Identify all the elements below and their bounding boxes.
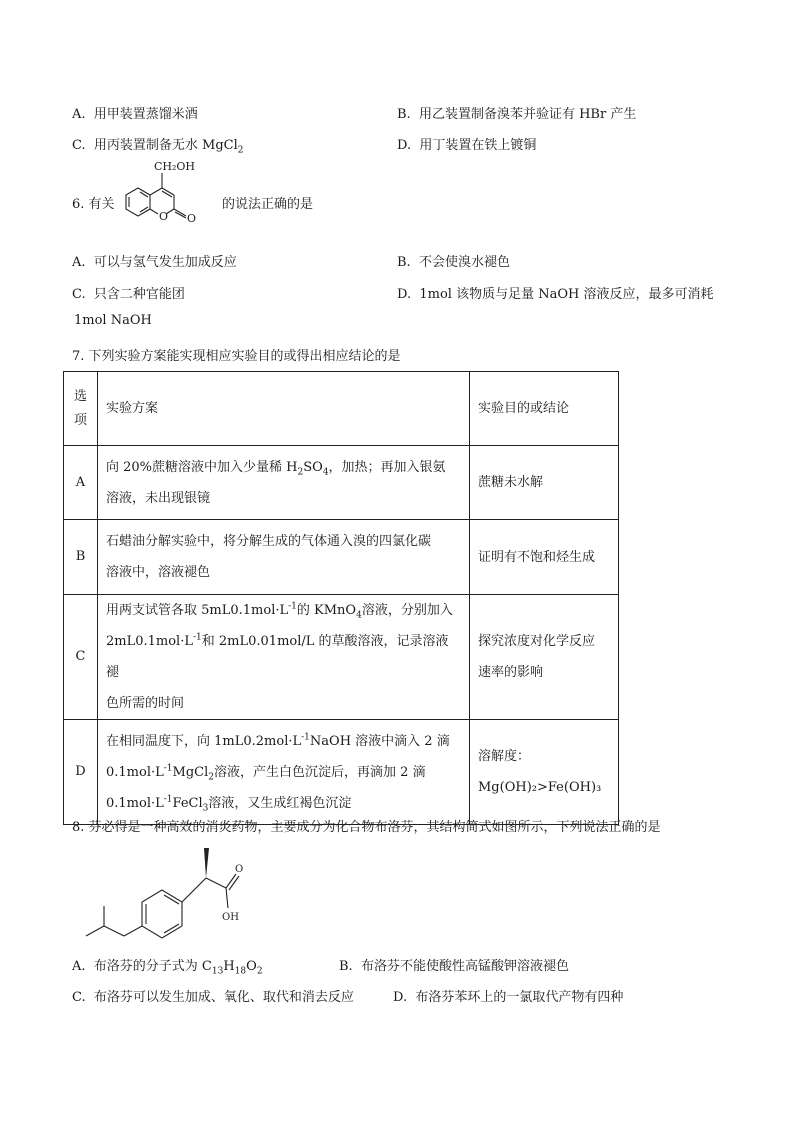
row-option: D: [64, 720, 98, 825]
row-conclusion: 探究浓度对化学反应 速率的影响: [470, 595, 619, 720]
table-row: [64, 520, 619, 595]
ring-oxygen-label: O: [159, 210, 169, 223]
q5-option-c: C. 用丙装置制备无水 MgCl$_2$: [72, 138, 244, 156]
table-row: [64, 720, 619, 825]
q8-ibuprofen-structure: [82, 840, 272, 945]
q8-option-a: A. 布洛芬的分子式为 $C_{13}H_{18}O_2$: [72, 959, 263, 977]
row-conclusion: 溶解度： Mg(OH)₂>Fe(OH)₃: [470, 720, 619, 825]
q8-stem: 8. 芬必得是一种高效的消炎药物，主要成分为化合物布洛芬，其结构简式如图所示，下列说法正确的是: [72, 820, 661, 835]
q6-option-a: A. 可以与氢气发生加成反应: [72, 255, 237, 270]
row-option: C: [64, 595, 98, 720]
q6-stem-suffix: 的说法正确的是: [222, 197, 314, 212]
row-conclusion: 蔗糖未水解: [470, 446, 619, 520]
table-row: [64, 446, 619, 520]
row-plan: 向 20%蔗糖溶液中加入少量稀 $H_2SO_4$，加热；再加入银氨 溶液，未出现银镜: [98, 446, 470, 520]
q5-option-b: B. 用乙装置制备溴苯并验证有 HBr 产生: [397, 107, 637, 122]
q6-option-c: C. 只含二种官能团: [72, 287, 185, 302]
carbonyl-oxygen-label: O: [235, 864, 244, 875]
q5-option-a: A. 用甲装置蒸馏米酒: [72, 107, 198, 122]
table-row: [64, 595, 619, 720]
q8-option-c: C. 布洛芬可以发生加成、氧化、取代和消去反应: [72, 990, 354, 1005]
q6-option-d-continuation: 1mol NaOH: [74, 313, 152, 328]
table-header-row: [64, 372, 619, 446]
ch2oh-label: CH₂OH: [154, 160, 196, 173]
benzene-ring: [142, 890, 182, 938]
q6-option-b: B. 不会使溴水褪色: [397, 255, 510, 270]
row-option: B: [64, 520, 98, 595]
row-option: A: [64, 446, 98, 520]
q5-option-d: D. 用丁装置在铁上镀铜: [397, 138, 537, 153]
q8-option-d: D. 布洛芬苯环上的一氯取代产物有四种: [393, 990, 624, 1005]
q6-stem-prefix: 6. 有关: [72, 197, 115, 212]
q8-option-b: B. 布洛芬不能使酸性高锰酸钾溶液褪色: [339, 959, 569, 974]
row-conclusion: 证明有不饱和烃生成: [470, 520, 619, 595]
wedge-bond: [204, 848, 209, 878]
benzene-ring: [126, 188, 150, 216]
header-option: 选 项: [64, 372, 98, 446]
row-plan: 用两支试管各取 $5mL0.1mol\cdot L^{-1}$的 KMnO$_4$溶液，分别加入 $2mL0.1mol\cdot L^{-1}$和 2mL0.01mol/L 的草酸溶液，记录溶液褪 色所需的时间: [98, 595, 470, 720]
row-plan: 在相同温度下，向 $1mL0.2mol\cdot L^{-1}NaOH$ 溶液中滴入 2 滴 $0.1mol\cdot L^{-1}MgCl_2$溶液，产生白色沉淀后，再滴加 2 滴 $0.1mol\cdot L^{-1}FeCl_3$溶液，又生成红褐色沉淀: [98, 720, 470, 825]
carbonyl-oxygen-label: O: [187, 212, 197, 225]
hydroxyl-label: OH: [222, 912, 239, 923]
q7-stem: 7. 下列实验方案能实现相应实验目的或得出相应结论的是: [72, 349, 401, 364]
row-plan: 石蜡油分解实验中，将分解生成的气体通入溴的四氯化碳 溶液中，溶液褪色: [98, 520, 470, 595]
header-plan: 实验方案: [98, 372, 470, 446]
q6-option-d: D. 1mol 该物质与足量 NaOH 溶液反应，最多可消耗: [397, 287, 714, 302]
header-conclusion: 实验目的或结论: [470, 372, 619, 446]
q6-coumarin-structure: [112, 158, 222, 244]
q7-experiment-table: [63, 371, 619, 825]
